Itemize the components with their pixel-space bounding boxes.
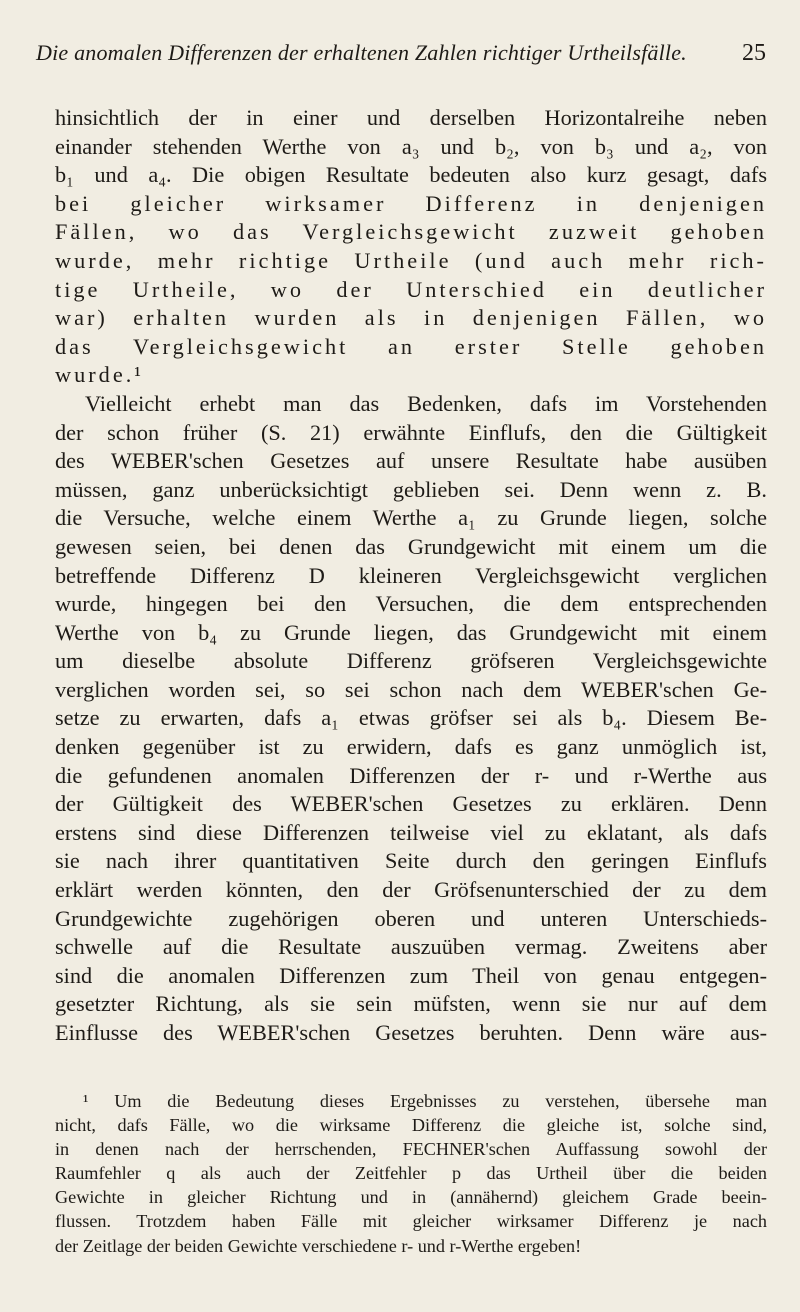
running-head: Die anomalen Differenzen der erhaltenen Zahlen richtiger Urtheilsfälle.: [36, 40, 687, 65]
footnote-line: nicht, dafs Fälle, wo die wirksame Differenz die gleiche ist, solche sind,: [55, 1115, 767, 1136]
text-line: setze zu erwarten, dafs a₁ etwas gröfser sei als b₄. Diesem Be-: [55, 705, 767, 731]
text-line: des WEBER'schen Gesetzes auf unsere Resultate habe ausüben: [55, 448, 767, 474]
footnote-line: ¹ Um die Bedeutung dieses Ergebnisses zu verstehen, übersehe man: [83, 1091, 767, 1111]
text-line: betreffende Differenz D kleineren Vergleichsgewicht verglichen: [55, 562, 767, 588]
text-line: gewesen seien, bei denen das Grundgewicht mit einem um die: [55, 533, 767, 559]
text-line: b₁ und a₄. Die obigen Resultate bedeuten also kurz gesagt, dafs: [55, 162, 767, 188]
text-line: tige Urtheile, wo der Unterschied ein deutlicher: [55, 276, 767, 302]
text-line: Werthe von b₄ zu Grunde liegen, das Grundgewicht mit einem: [55, 619, 767, 645]
text-line: müssen, ganz unberücksichtigt geblieben sei. Denn wenn z. B.: [55, 476, 767, 502]
text-line: Einflusse des WEBER'schen Gesetzes beruhten. Denn wäre aus-: [55, 1020, 767, 1045]
text-line: hinsichtlich der in einer und derselben Horizontalreihe neben: [55, 105, 767, 130]
text-line: bei gleicher wirksamer Differenz in denjenigen: [55, 190, 767, 216]
page-header: [36, 40, 766, 80]
text-line: sie nach ihrer quantitativen Seite durch den geringen Einflufs: [55, 848, 767, 874]
text-line: Fällen, wo das Vergleichsgewicht zuzweit gehoben: [55, 219, 767, 245]
text-line: wurde, mehr richtige Urtheile (und auch mehr rich-: [55, 247, 767, 273]
text-line: denken gegenüber ist zu erwidern, dafs es ganz unmöglich ist,: [55, 734, 767, 760]
text-line: wurde.¹: [55, 362, 144, 388]
text-line: die gefundenen anomalen Differenzen der r- und r-Werthe aus: [55, 762, 767, 788]
text-line: die Versuche, welche einem Werthe a₁ zu Grunde liegen, solche: [55, 505, 767, 531]
text-line: einander stehenden Werthe von a₃ und b₂, von b₃ und a₂, von: [55, 133, 767, 159]
text-line: gesetzter Richtung, als sie sein müfsten, wenn sie nur auf dem: [55, 991, 767, 1017]
text-line: der schon früher (S. 21) erwähnte Einflufs, den die Gültigkeit: [55, 419, 767, 445]
footnote-line: Gewichte in gleicher Richtung und in (annähernd) gleichem Grade beein-: [55, 1187, 767, 1208]
text-line: schwelle auf die Resultate auszuüben vermag. Zweitens aber: [55, 934, 767, 960]
footnote-line: in denen nach der herrschenden, FECHNER'schen Auffassung sowohl der: [55, 1139, 767, 1160]
footnote: [55, 1089, 767, 1258]
footnote-line: der Zeitlage der beiden Gewichte verschiedene r- und r-Werthe ergeben!: [55, 1235, 582, 1256]
text-line: wurde, hingegen bei den Versuchen, die dem entsprechenden: [55, 591, 767, 617]
text-line: um dieselbe absolute Differenz gröfseren Vergleichsgewichte: [55, 648, 767, 674]
page-number: 25: [742, 40, 766, 66]
main-text: [55, 104, 767, 1048]
text-line: erstens sind diese Differenzen teilweise viel zu eklatant, als dafs: [55, 819, 767, 845]
text-line: war) erhalten wurden als in denjenigen Fällen, wo: [55, 305, 767, 331]
text-line: das Vergleichsgewicht an erster Stelle gehoben: [55, 333, 767, 359]
footnote-line: flussen. Trotzdem haben Fälle mit gleicher wirksamer Differenz je nach: [55, 1211, 767, 1232]
text-line: der Gültigkeit des WEBER'schen Gesetzes zu erklären. Denn: [55, 791, 767, 817]
text-line: Vielleicht erhebt man das Bedenken, dafs im Vorstehenden: [85, 390, 767, 416]
text-line: erklärt werden könnten, den der Gröfsenunterschied der zu dem: [55, 877, 767, 903]
text-line: verglichen worden sei, so sei schon nach dem WEBER'schen Ge-: [55, 676, 767, 702]
text-line: sind die anomalen Differenzen zum Theil von genau entgegen-: [55, 962, 767, 988]
text-line: Grundgewichte zugehörigen oberen und unteren Unterschieds-: [55, 905, 767, 931]
footnote-line: Raumfehler q als auch der Zeitfehler p das Urtheil über die beiden: [55, 1163, 767, 1184]
